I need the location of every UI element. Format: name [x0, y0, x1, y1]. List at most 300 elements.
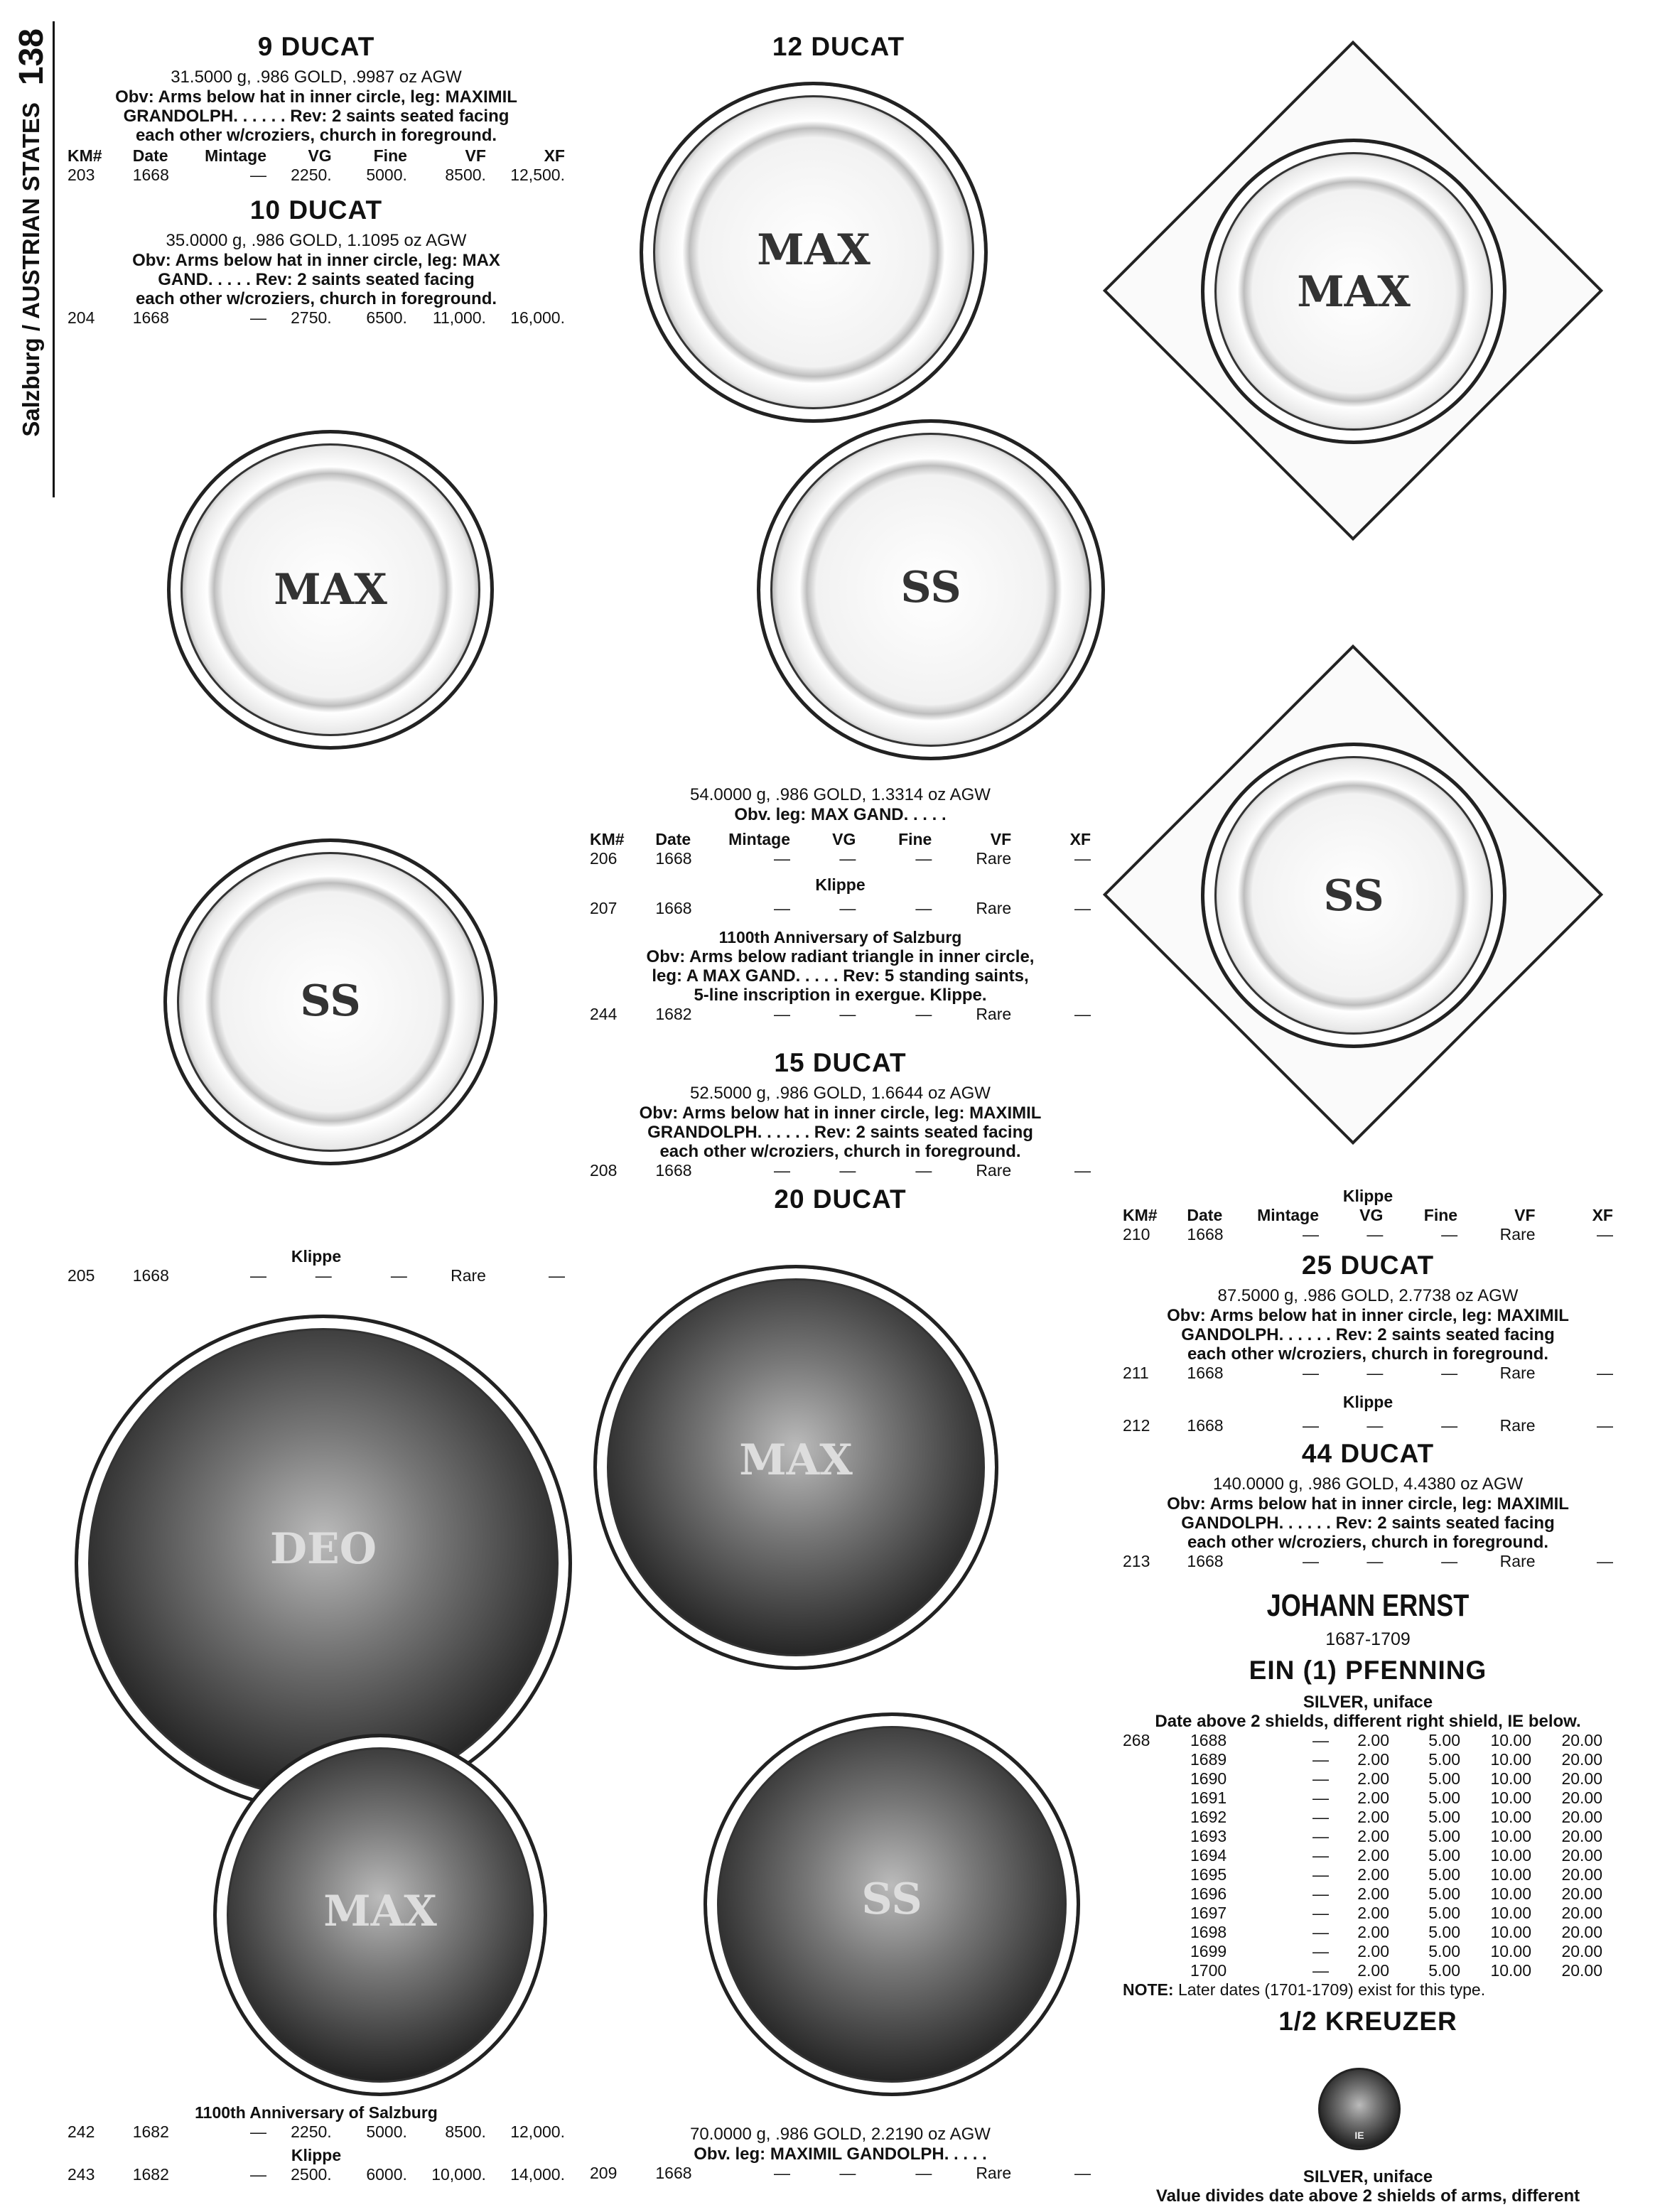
price-vf: Rare — [976, 1161, 1012, 1180]
price-fine: 5.00 — [1428, 1942, 1460, 1960]
description-line: each other w/croziers, church in foreground. — [135, 289, 497, 308]
date: 1688 — [1190, 1731, 1227, 1749]
description-line: leg: A MAX GAND. . . . . Rev: 5 standing saints, — [652, 966, 1029, 986]
date: 1691 — [1190, 1789, 1227, 1807]
price-xf: 14,000. — [510, 2165, 565, 2184]
km-number — [1123, 1923, 1190, 1942]
price-vg: 2250. — [291, 166, 332, 184]
price-xf: 20.00 — [1561, 1750, 1602, 1769]
price-xf: 20.00 — [1561, 1808, 1602, 1826]
col-km: KM# — [1123, 1206, 1158, 1224]
weight-line: 31.5000 g, .986 GOLD, .9987 oz AGW — [171, 68, 462, 87]
description-line: Obv: Arms below radiant triangle in inner circle, — [646, 947, 1035, 966]
mintage: — — [1302, 1225, 1319, 1243]
coin-legend: MAX — [323, 1887, 437, 1936]
date: 1682 — [132, 2122, 169, 2141]
km-number — [1123, 1884, 1190, 1904]
mintage: — — [1312, 1884, 1329, 1903]
price-vf: 10.00 — [1490, 1865, 1531, 1884]
col-vf: VF — [465, 146, 486, 165]
klippe-label: Klippe — [815, 875, 866, 894]
klippe-label: Klippe — [1342, 1393, 1393, 1411]
date: 1699 — [1190, 1942, 1227, 1960]
section-25-ducat — [1123, 1251, 1613, 1435]
price-xf: 20.00 — [1561, 1923, 1602, 1941]
description-line: GAND. . . . . Rev: 2 saints seated facing — [158, 270, 475, 289]
price-fine: — — [915, 1161, 932, 1180]
col-date: Date — [1187, 1206, 1223, 1224]
price-row — [68, 2122, 565, 2142]
coin-legend: IE — [1354, 2130, 1364, 2141]
col-fine: Fine — [373, 146, 407, 165]
price-vg: 2500. — [291, 2165, 332, 2184]
date: 1668 — [655, 2164, 692, 2182]
denomination-title: 44 DUCAT — [1301, 1439, 1435, 1468]
price-vf: Rare — [1499, 1364, 1536, 1382]
note-label: NOTE: — [1123, 1980, 1174, 1999]
price-row — [68, 166, 565, 185]
price-fine: 5.00 — [1428, 1769, 1460, 1788]
coin-image-obverse — [167, 430, 494, 750]
price-vf: 8500. — [445, 166, 486, 184]
price-fine: 5.00 — [1428, 1808, 1460, 1826]
price-xf: — — [1596, 1364, 1613, 1382]
price-xf: 20.00 — [1561, 1884, 1602, 1903]
mintage: — — [1312, 1865, 1329, 1884]
date: 1693 — [1190, 1827, 1227, 1845]
date: 1700 — [1190, 1961, 1227, 1980]
description-line: Value divides date above 2 shields of arms, different — [1155, 2186, 1580, 2206]
km-number: 209 — [590, 2164, 618, 2182]
price-vf: Rare — [976, 1005, 1012, 1023]
table-row — [1123, 1769, 1613, 1789]
price-vf: 10.00 — [1490, 1942, 1531, 1960]
km-number: 244 — [590, 1005, 618, 1023]
col-km: KM# — [68, 146, 102, 165]
mintage: — — [1312, 1750, 1329, 1769]
price-vg: 2750. — [291, 308, 332, 327]
section-44-ducat — [1123, 1439, 1613, 1571]
column-header-row — [68, 146, 565, 166]
price-xf: — — [1074, 1161, 1091, 1180]
section-klippe-205 — [68, 1247, 565, 1285]
coin-image-obverse — [75, 1315, 572, 1812]
column-header-row — [590, 830, 1091, 849]
price-vg: — — [839, 1161, 856, 1180]
price-vf: 10.00 — [1490, 1731, 1531, 1749]
price-row — [68, 1266, 565, 1285]
col-fine: Fine — [898, 830, 932, 848]
date: 1694 — [1190, 1846, 1227, 1865]
price-xf: 20.00 — [1561, 1865, 1602, 1884]
coin-legend: SS — [300, 976, 361, 1026]
km-number — [1123, 1865, 1190, 1884]
price-fine: — — [1441, 1225, 1458, 1243]
km-number: 211 — [1123, 1364, 1149, 1382]
km-number: 212 — [1123, 1416, 1150, 1435]
weight-line: 87.5000 g, .986 GOLD, 2.7738 oz AGW — [1217, 1286, 1519, 1305]
description-line: each other w/croziers, church in foreground. — [659, 1142, 1021, 1161]
col-date: Date — [655, 830, 691, 848]
price-fine: 6500. — [366, 308, 407, 327]
price-vg: — — [839, 899, 856, 917]
km-number: 213 — [1123, 1552, 1150, 1570]
mintage: — — [249, 1266, 266, 1285]
col-vg: VG — [832, 830, 856, 848]
price-row — [1123, 1225, 1613, 1244]
price-vf: 10.00 — [1490, 1846, 1531, 1865]
price-vg: — — [1366, 1416, 1384, 1435]
col-vf: VF — [1514, 1206, 1536, 1224]
price-vg: 2.00 — [1357, 1827, 1389, 1845]
description-line: Obv. leg: MAX GAND. . . . . — [734, 805, 947, 824]
mintage: — — [249, 2122, 266, 2141]
mintage: — — [249, 166, 266, 184]
price-row — [1123, 1416, 1613, 1435]
km-number: 206 — [590, 849, 618, 868]
table-row — [1123, 1731, 1613, 1750]
price-xf: 16,000. — [510, 308, 565, 327]
coin-legend: SS — [900, 563, 961, 613]
table-row — [1123, 1942, 1613, 1961]
price-fine: 5.00 — [1428, 1731, 1460, 1749]
price-fine: — — [915, 2164, 932, 2182]
price-xf: 20.00 — [1561, 1827, 1602, 1845]
col-xf: XF — [1069, 830, 1091, 848]
price-xf: 20.00 — [1561, 1904, 1602, 1922]
date: 1689 — [1190, 1750, 1227, 1769]
km-number: 243 — [68, 2165, 95, 2184]
price-vf: 10.00 — [1490, 1961, 1531, 1980]
denomination-title: 10 DUCAT — [249, 195, 383, 225]
km-number: 205 — [68, 1266, 95, 1285]
price-vg: 2.00 — [1357, 1961, 1389, 1980]
coin-image-reverse — [1201, 743, 1506, 1048]
page-side-strip — [10, 21, 53, 497]
price-vf: 10.00 — [1490, 1769, 1531, 1788]
date: 1668 — [655, 849, 692, 868]
table-row — [1123, 1827, 1613, 1846]
col-km: KM# — [590, 830, 625, 848]
price-vg: — — [839, 1005, 856, 1023]
denomination-title: EIN (1) PFENNING — [1249, 1656, 1487, 1685]
description-line: each other w/croziers, church in foreground. — [1187, 1344, 1549, 1364]
km-number — [1123, 1942, 1190, 1961]
section-15-ducat — [590, 1048, 1091, 1214]
description-line: GANDOLPH. . . . . . Rev: 2 saints seated facing — [1181, 1325, 1555, 1344]
table-row — [1123, 1923, 1613, 1942]
price-vg: 2.00 — [1357, 1846, 1389, 1865]
price-vg: 2.00 — [1357, 1865, 1389, 1884]
price-vg: 2.00 — [1357, 1731, 1389, 1749]
section-20-ducat — [590, 2125, 1091, 2183]
klippe-label: Klippe — [291, 2146, 342, 2164]
coin-image-reverse — [213, 1734, 547, 2096]
km-number: 242 — [68, 2122, 95, 2141]
price-row — [590, 899, 1091, 918]
price-vg: — — [1366, 1552, 1384, 1570]
mintage: — — [1312, 1846, 1329, 1865]
price-row — [68, 308, 565, 328]
price-vf: Rare — [976, 2164, 1012, 2182]
coin-legend: MAX — [274, 564, 387, 615]
price-vg: 2.00 — [1357, 1769, 1389, 1788]
price-xf: 12,000. — [510, 2122, 565, 2141]
price-fine: 5.00 — [1428, 1789, 1460, 1807]
coin-legend: MAX — [739, 1435, 853, 1486]
description-line: 5-line inscription in exergue. Klippe. — [694, 986, 987, 1005]
price-vg: — — [839, 2164, 856, 2182]
col-vg: VG — [308, 146, 332, 165]
price-fine: 5000. — [366, 166, 407, 184]
table-row — [1123, 1961, 1613, 1980]
col-mintage: Mintage — [1257, 1206, 1319, 1224]
km-number — [1123, 1961, 1190, 1980]
price-fine: — — [1441, 1416, 1458, 1435]
price-fine: — — [915, 899, 932, 917]
km-number: 203 — [68, 166, 95, 184]
price-vg: 2.00 — [1357, 1750, 1389, 1769]
section-anniversary-left — [68, 2103, 565, 2184]
mintage: — — [774, 2164, 790, 2182]
price-fine: 5.00 — [1428, 1750, 1460, 1769]
date: 1692 — [1190, 1808, 1227, 1826]
note-text: Later dates (1701-1709) exist for this type. — [1173, 1980, 1486, 1999]
mintage: — — [1312, 1923, 1329, 1941]
table-row — [1123, 1750, 1613, 1769]
coin-image-kreuzer — [1318, 2068, 1401, 2150]
table-row — [1123, 1808, 1613, 1827]
price-vg: — — [1366, 1225, 1384, 1243]
price-vf: 10.00 — [1490, 1789, 1531, 1807]
price-row — [590, 1161, 1091, 1180]
price-vf: 10.00 — [1490, 1904, 1531, 1922]
price-xf: — — [1596, 1225, 1613, 1243]
description-line: Obv: Arms below hat in inner circle, leg: MAXIMIL — [1167, 1306, 1569, 1325]
ruler-name: JOHANN ERNST — [1266, 1588, 1470, 1623]
mintage: — — [1312, 1827, 1329, 1845]
metal-line: SILVER, uniface — [1303, 2167, 1433, 2186]
price-fine: 5.00 — [1428, 1961, 1460, 1980]
price-xf: 12,500. — [510, 166, 565, 184]
price-xf: — — [1074, 899, 1091, 917]
date: 1668 — [1187, 1364, 1224, 1382]
date: 1696 — [1190, 1884, 1227, 1903]
km-number: 208 — [590, 1161, 618, 1180]
col-vg: VG — [1359, 1206, 1384, 1224]
coin-image-reverse — [757, 419, 1105, 760]
price-fine: 5000. — [366, 2122, 407, 2141]
price-vg: 2.00 — [1357, 1904, 1389, 1922]
date: 1690 — [1190, 1769, 1227, 1788]
denomination-title: 9 DUCAT — [257, 32, 375, 61]
mintage: — — [1302, 1552, 1319, 1570]
price-fine: 6000. — [366, 2165, 407, 2184]
price-vf: 10.00 — [1490, 1808, 1531, 1826]
price-vf: 10,000. — [431, 2165, 486, 2184]
price-xf: 20.00 — [1561, 1731, 1602, 1749]
price-xf: 20.00 — [1561, 1789, 1602, 1807]
description-line: Obv: Arms below hat in inner circle, leg: MAXIMIL — [639, 1104, 1042, 1123]
mintage: — — [1312, 1731, 1329, 1749]
weight-line: 35.0000 g, .986 GOLD, 1.1095 oz AGW — [166, 231, 467, 250]
price-row — [590, 2164, 1091, 2183]
weight-line: 140.0000 g, .986 GOLD, 4.4380 oz AGW — [1212, 1474, 1524, 1494]
price-xf: 20.00 — [1561, 1942, 1602, 1960]
price-vf: Rare — [1499, 1552, 1536, 1570]
price-row — [1123, 1552, 1613, 1571]
price-fine: — — [915, 849, 932, 868]
col-date: Date — [132, 146, 168, 165]
price-vg: 2.00 — [1357, 1884, 1389, 1903]
table-row — [1123, 1884, 1613, 1904]
mintage: — — [1312, 1961, 1329, 1980]
date: 1668 — [1187, 1552, 1224, 1570]
price-vf: 10.00 — [1490, 1827, 1531, 1845]
col-mintage: Mintage — [728, 830, 790, 848]
price-xf: — — [1596, 1552, 1613, 1570]
km-number: 207 — [590, 899, 618, 917]
price-xf: 20.00 — [1561, 1961, 1602, 1980]
price-fine: 5.00 — [1428, 1904, 1460, 1922]
denomination-title: 1/2 KREUZER — [1278, 2007, 1457, 2036]
price-vf: 10.00 — [1490, 1884, 1531, 1903]
section-title: Salzburg / AUSTRIAN STATES — [18, 102, 44, 437]
section-klippe-210 — [1123, 1187, 1613, 1244]
anniversary-title: 1100th Anniversary of Salzburg — [718, 928, 962, 946]
km-number: 210 — [1123, 1225, 1150, 1243]
mintage: — — [249, 2165, 266, 2184]
mintage: — — [1312, 1808, 1329, 1826]
klippe-label: Klippe — [1342, 1187, 1393, 1205]
table-row — [1123, 1789, 1613, 1808]
section-10-ducat — [68, 195, 565, 328]
price-row — [68, 2165, 565, 2184]
coin-image-obverse — [1201, 139, 1506, 444]
weight-line: 52.5000 g, .986 GOLD, 1.6644 oz AGW — [690, 1084, 991, 1103]
col-xf: XF — [544, 146, 565, 165]
coin-legend: MAX — [1297, 267, 1411, 318]
section-johann-ernst — [1123, 1588, 1613, 2036]
price-fine: 5.00 — [1428, 1865, 1460, 1884]
km-number — [1123, 1789, 1190, 1808]
date: 1682 — [132, 2165, 169, 2184]
col-vf: VF — [990, 830, 1012, 848]
coin-legend: SS — [861, 1874, 922, 1924]
section-9-ducat — [68, 32, 565, 185]
km-number: 204 — [68, 308, 95, 327]
col-mintage: Mintage — [205, 146, 266, 165]
denomination-title: 15 DUCAT — [774, 1048, 907, 1077]
denomination-title: 20 DUCAT — [774, 1185, 907, 1214]
col-fine: Fine — [1423, 1206, 1458, 1224]
price-vf: 8500. — [445, 2122, 486, 2141]
price-vf: Rare — [1499, 1416, 1536, 1435]
price-vf: Rare — [1499, 1225, 1536, 1243]
weight-line: 54.0000 g, .986 GOLD, 1.3314 oz AGW — [690, 785, 991, 804]
klippe-label: Klippe — [291, 1247, 342, 1266]
anniversary-title: 1100th Anniversary of Salzburg — [195, 2103, 438, 2122]
coin-image-reverse — [703, 1712, 1080, 2096]
price-row — [590, 849, 1091, 868]
pfenning-table — [1123, 1731, 1613, 1980]
price-vf: 11,000. — [432, 308, 486, 327]
price-vg: — — [315, 1266, 332, 1285]
price-xf: — — [1074, 849, 1091, 868]
price-fine: — — [390, 1266, 407, 1285]
price-vf: 10.00 — [1490, 1923, 1531, 1941]
price-xf: — — [1074, 1005, 1091, 1023]
price-row — [590, 1005, 1091, 1024]
denomination-title: 12 DUCAT — [772, 32, 905, 61]
mintage: — — [1312, 1789, 1329, 1807]
km-number — [1123, 1808, 1190, 1827]
weight-line: 70.0000 g, .986 GOLD, 2.2190 oz AGW — [690, 2125, 991, 2144]
date: 1698 — [1190, 1923, 1227, 1941]
description-line: Obv: Arms below hat in inner circle, leg: MAX — [132, 251, 500, 270]
price-xf: — — [1074, 2164, 1091, 2182]
coin-image-reverse — [163, 838, 497, 1165]
price-vg: 2.00 — [1357, 1808, 1389, 1826]
mintage: — — [1312, 1942, 1329, 1960]
description-line: each other w/croziers, church in foreground. — [1187, 1533, 1549, 1552]
mintage: — — [774, 849, 790, 868]
ruler-years: 1687-1709 — [1325, 1629, 1411, 1649]
description-line: GANDOLPH. . . . . . Rev: 2 saints seated facing — [1181, 1514, 1555, 1533]
date: 1668 — [655, 899, 692, 917]
date: 1668 — [1187, 1225, 1224, 1243]
price-fine: 5.00 — [1428, 1923, 1460, 1941]
km-number — [1123, 1846, 1190, 1865]
price-vg: — — [839, 849, 856, 868]
km-number — [1123, 1769, 1190, 1789]
price-xf: 20.00 — [1561, 1846, 1602, 1865]
mintage: — — [774, 1161, 790, 1180]
km-number: 268 — [1123, 1731, 1150, 1749]
description-line: Obv. leg: MAXIMIL GANDOLPH. . . . . — [694, 2144, 987, 2164]
table-row — [1123, 1846, 1613, 1865]
price-vg: 2.00 — [1357, 1789, 1389, 1807]
price-vf: Rare — [976, 849, 1012, 868]
price-fine: 5.00 — [1428, 1846, 1460, 1865]
mintage: — — [1302, 1364, 1319, 1382]
date: 1668 — [132, 166, 169, 184]
price-xf: — — [548, 1266, 565, 1285]
date: 1668 — [1187, 1416, 1224, 1435]
mintage: — — [249, 308, 266, 327]
date: 1668 — [132, 1266, 169, 1285]
denomination-title: 25 DUCAT — [1301, 1251, 1435, 1280]
price-vf: 10.00 — [1490, 1750, 1531, 1769]
section-12-ducat-title — [590, 32, 1087, 62]
price-xf: 20.00 — [1561, 1769, 1602, 1788]
mintage: — — [1312, 1769, 1329, 1788]
description-line: Obv: Arms below hat in inner circle, leg: MAXIMIL — [115, 87, 517, 107]
price-fine: — — [1441, 1552, 1458, 1570]
coin-legend: MAX — [757, 225, 870, 276]
page-number: 138 — [12, 28, 50, 86]
mintage: — — [1302, 1416, 1319, 1435]
price-fine: 5.00 — [1428, 1884, 1460, 1903]
price-fine: — — [1441, 1364, 1458, 1382]
mintage: — — [1312, 1904, 1329, 1922]
coin-image-obverse — [593, 1265, 998, 1670]
km-number — [1123, 1750, 1190, 1769]
description-line: Obv: Arms below hat in inner circle, leg: MAXIMIL — [1167, 1494, 1569, 1514]
price-vg: 2.00 — [1357, 1923, 1389, 1941]
coin-legend: SS — [1323, 871, 1384, 922]
date: 1695 — [1190, 1865, 1227, 1884]
